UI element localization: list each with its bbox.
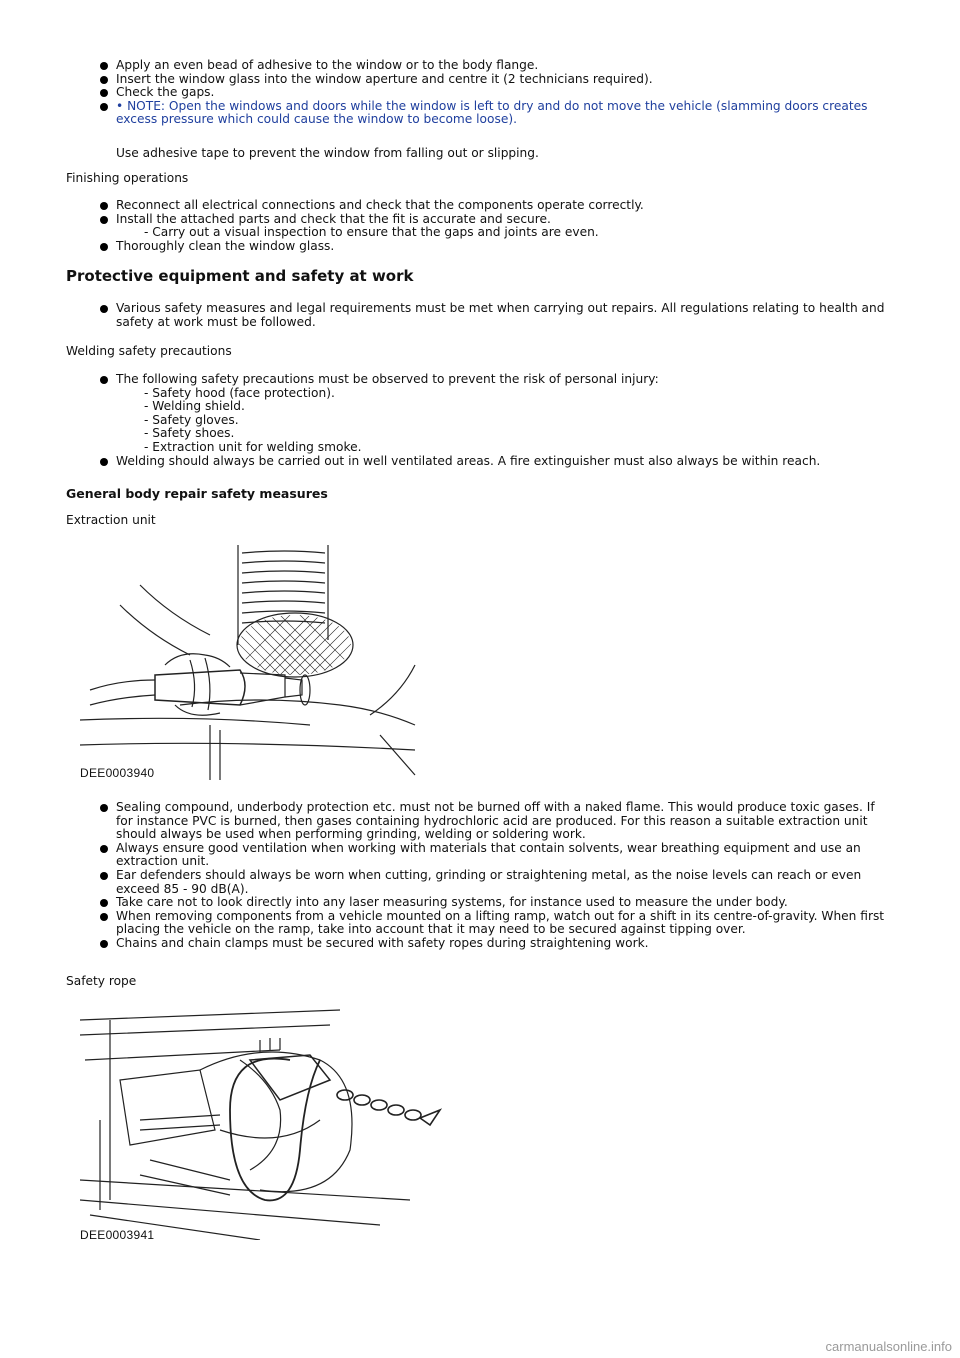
figure-caption: DEE0003941 [80, 1228, 155, 1242]
list-item: Various safety measures and legal requirements must be met when carrying out repairs. All regulations relating to health and safety at work must be followed. [0, 302, 960, 329]
figure-caption: DEE0003940 [80, 766, 155, 780]
list-sub-item: - Extraction unit for welding smoke. [144, 439, 362, 454]
list-sub-item: - Safety hood (face protection). [144, 385, 335, 400]
list-item: Always ensure good ventilation when working with materials that contain solvents, wear breathing equipment and use an extraction unit. [0, 842, 894, 869]
list-sub-item: - Safety shoes. [144, 426, 235, 441]
list-item: Reconnect all electrical connections and check that the components operate correctly. [0, 199, 960, 213]
finishing-operations-label: Finishing operations [66, 171, 189, 185]
top-bullet-list [0, 59, 960, 127]
general-safety-bullet-list [0, 801, 960, 951]
list-item: Check the gaps. [0, 86, 960, 100]
extraction-unit-label: Extraction unit [66, 513, 156, 527]
section-heading: General body repair safety measures [66, 486, 328, 501]
note-item: • NOTE: Open the windows and doors while the window is left to dry and do not move the vehicle (slamming doors creates excess pressure which could cause the window to become loose). [0, 100, 960, 127]
list-item [0, 213, 960, 240]
welding-bullet-list [0, 373, 960, 468]
list-item: Insert the window glass into the window aperture and centre it (2 technicians required). [0, 73, 960, 87]
list-item: Take care not to look directly into any laser measuring systems, for instance used to measure the under body. [0, 896, 894, 910]
list-sub-item: - Carry out a visual inspection to ensure that the gaps and joints are even. [144, 225, 599, 240]
finishing-bullet-list [0, 199, 960, 253]
adhesive-tape-paragraph: Use adhesive tape to prevent the window from falling out or slipping. [116, 146, 539, 160]
list-item: Welding should always be carried out in well ventilated areas. A fire extinguisher must also always be within reach. [0, 455, 960, 469]
section-heading: Protective equipment and safety at work [66, 267, 414, 285]
protective-bullet-list [0, 302, 960, 329]
list-item: Thoroughly clean the window glass. [0, 240, 960, 254]
safety-rope-label: Safety rope [66, 974, 137, 988]
list-item-text: Install the attached parts and check that the fit is accurate and secure. [116, 211, 551, 226]
extraction-unit-figure [80, 545, 420, 780]
list-item [0, 373, 960, 455]
list-item: Apply an even bead of adhesive to the window or to the body flange. [0, 59, 960, 73]
welding-safety-label: Welding safety precautions [66, 344, 232, 358]
watermark: carmanualsonline.info [825, 1339, 952, 1355]
list-item: Sealing compound, underbody protection etc. must not be burned off with a naked flame. This would produce toxic gases. If for instance PVC is burned, then gases containing hydrochloric acid are produced. For this reason a suitable extraction unit should always be used when performing grinding, welding or soldering work. [0, 801, 894, 842]
list-sub-item: - Safety gloves. [144, 412, 239, 427]
list-item: Chains and chain clamps must be secured with safety ropes during straightening work. [0, 937, 894, 951]
list-item: Ear defenders should always be worn when cutting, grinding or straightening metal, as the noise levels can reach or even exceed 85 - 90 dB(A). [0, 869, 894, 896]
safety-rope-figure [80, 1000, 450, 1240]
list-item: When removing components from a vehicle mounted on a lifting ramp, watch out for a shift in its centre-of-gravity. When first placing the vehicle on the ramp, take into account that it may need to be secured against tipping over. [0, 910, 894, 937]
list-sub-item: - Welding shield. [144, 399, 245, 414]
list-item-text: The following safety precautions must be observed to prevent the risk of personal injury: [116, 372, 659, 386]
